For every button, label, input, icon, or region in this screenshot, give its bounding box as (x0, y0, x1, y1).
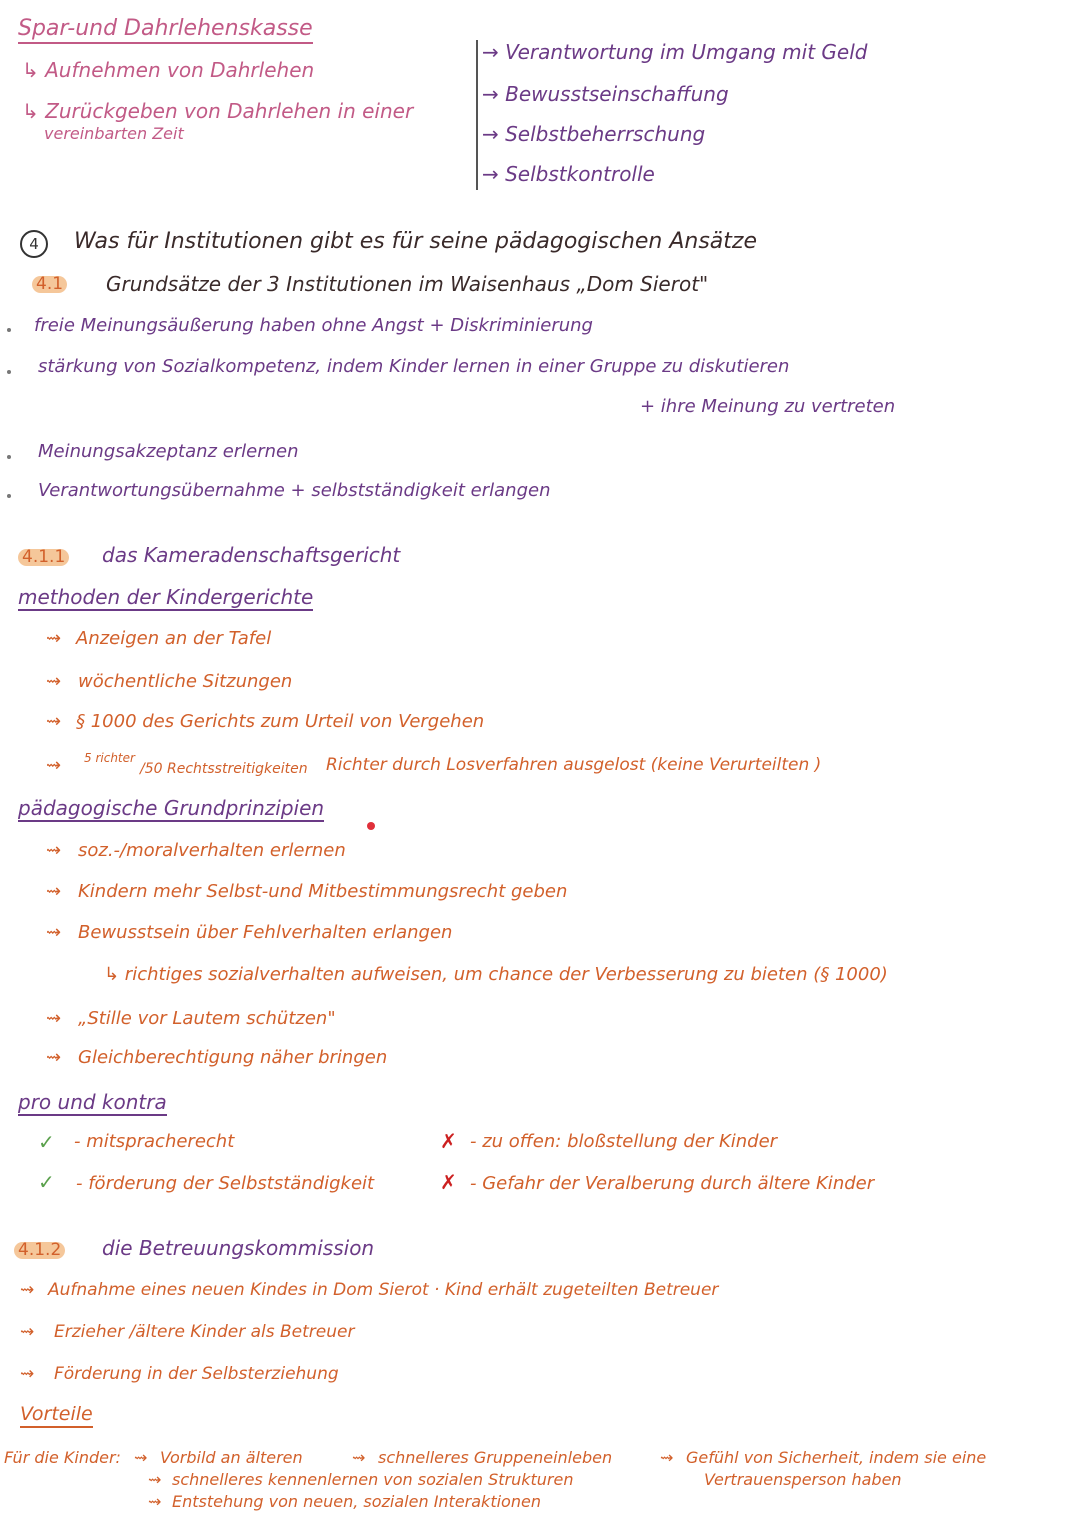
principle-arrow: ⇝ (46, 1047, 62, 1068)
vorteil-arrow: ⇝ (148, 1470, 162, 1489)
title-spar-dahrlehenskasse: Spar-und Dahrlehenskasse (18, 18, 313, 44)
section411-number: 4.1.1 (18, 549, 69, 566)
divider-line (476, 40, 478, 190)
contra-cross-icon: ✗ (440, 1170, 457, 1194)
grundsatz-sozialkompetenz: stärkung von Sozialkompetenz, indem Kinder lernen in einer Gruppe zu diskutieren (38, 356, 790, 377)
vorteile-title: Vorteile (20, 1405, 93, 1428)
right-item-bewusstsein: → Bewusstseinschaffung (482, 82, 729, 106)
method-anzeigen: Anzeigen an der Tafel (76, 628, 272, 649)
section41-title: Grundsätze der 3 Institutionen im Waisenhaus „Dom Sierot" (106, 272, 709, 296)
bullet-dot (7, 328, 11, 332)
principle-arrow: ⇝ (46, 1008, 62, 1029)
top-item-zurueckgeben-cont: vereinbarten Zeit (44, 124, 184, 143)
principle-stille: „Stille vor Lautem schützen" (78, 1008, 336, 1029)
principle-sub: ↳ richtiges sozialverhalten aufweisen, um chance der Verbesserung zu bieten (§ 1000) (104, 964, 888, 985)
judges-los: Richter durch Losverfahren ausgelost (keine Verurteilten ) (326, 755, 822, 775)
vorteil-strukturen: schnelleres kennenlernen von sozialen Strukturen (172, 1470, 574, 1489)
item-arrow: ⇝ (20, 1322, 35, 1342)
vorteil-vorbild: Vorbild an älteren (160, 1448, 303, 1467)
principles-title: pädagogische Grundprinzipien (18, 796, 325, 820)
section411-title: das Kameradenschaftsgericht (102, 543, 401, 567)
vorteil-vertrauensperson: Vertrauensperson haben (704, 1470, 902, 1489)
pro-check-icon: ✓ (38, 1130, 55, 1154)
right-item-selbstkontrolle: → Selbstkontrolle (482, 162, 655, 186)
method-arrow: ⇝ (46, 711, 62, 732)
vorteil-arrow: ⇝ (660, 1448, 674, 1467)
methods-title: methoden der Kindergerichte (18, 585, 314, 609)
right-item-verantwortung: → Verantwortung im Umgang mit Geld (482, 40, 868, 64)
vorteil-arrow: ⇝ (134, 1448, 148, 1467)
section41-number: 4.1 (32, 276, 67, 293)
fuer-kinder-label: Für die Kinder: (4, 1448, 121, 1467)
principle-sozial: soz.-/moralverhalten erlernen (78, 840, 346, 861)
grundsatz-meinungsakzeptanz: Meinungsakzeptanz erlernen (38, 441, 299, 462)
contra-cross-icon: ✗ (440, 1129, 457, 1153)
vorteil-arrow: ⇝ (148, 1492, 162, 1511)
vorteil-interaktionen: Entstehung von neuen, sozialen Interaktionen (172, 1492, 541, 1511)
principle-bewusstsein: Bewusstsein über Fehlverhalten erlangen (78, 922, 453, 943)
bullet-dot (7, 370, 11, 374)
item-aufnahme: Aufnahme eines neuen Kindes in Dom Sierot · Kind erhält zugeteilten Betreuer (48, 1280, 719, 1300)
grundsatz-verantwortung: Verantwortungsübernahme + selbstständigkeit erlangen (38, 480, 551, 501)
grundsatz-meinungsaeusserung: freie Meinungsäußerung haben ohne Angst + Diskriminierung (34, 315, 593, 336)
bullet-dot (7, 455, 11, 459)
item-arrow: ⇝ (20, 1364, 35, 1384)
principle-mitbestimmung: Kindern mehr Selbst-und Mitbestimmungsrecht geben (78, 881, 568, 902)
method-arrow: ⇝ (46, 671, 62, 692)
section-number-circle: 4 (20, 230, 48, 258)
vorteil-gruppeneinleben: schnelleres Gruppeneinleben (378, 1448, 613, 1467)
item-arrow: ⇝ (20, 1280, 35, 1300)
item-erzieher: Erzieher /ältere Kinder als Betreuer (54, 1322, 355, 1342)
contra-veralberung: - Gefahr der Veralberung durch ältere Kinder (470, 1173, 875, 1194)
top-item-aufnehmen: ↳ Aufnehmen von Dahrlehen (22, 58, 315, 82)
bullet-dot (7, 494, 11, 498)
vorteil-arrow: ⇝ (352, 1448, 366, 1467)
pro-contra-title: pro und kontra (18, 1090, 167, 1114)
red-dot (367, 822, 375, 830)
right-item-selbstbeherrschung: → Selbstbeherrschung (482, 122, 706, 146)
principle-arrow: ⇝ (46, 840, 62, 861)
judges-cases: /50 Rechtsstreitigkeiten (140, 761, 308, 777)
section412-title: die Betreuungskommission (102, 1236, 375, 1260)
method-arrow: ⇝ (46, 628, 62, 649)
principle-arrow: ⇝ (46, 922, 62, 943)
principle-arrow: ⇝ (46, 881, 62, 902)
vorteil-sicherheit: Gefühl von Sicherheit, indem sie eine (686, 1448, 987, 1467)
method-paragraph: § 1000 des Gerichts zum Urteil von Vergehen (76, 711, 485, 732)
section412-number: 4.1.2 (14, 1242, 65, 1259)
contra-blossstellung: - zu offen: bloßstellung der Kinder (470, 1131, 778, 1152)
item-selbsterziehung: Förderung in der Selbsterziehung (54, 1364, 339, 1384)
pro-selbststaendigkeit: - förderung der Selbstständigkeit (76, 1173, 375, 1194)
top-item-zurueckgeben: ↳ Zurückgeben von Dahrlehen in einer (22, 99, 414, 123)
principle-gleichberechtigung: Gleichberechtigung näher bringen (78, 1047, 388, 1068)
section4-heading: Was für Institutionen gibt es für seine pädagogischen Ansätze (74, 229, 757, 254)
pro-mitsprache: - mitspracherecht (74, 1131, 235, 1152)
grundsatz-sozialkompetenz-cont: + ihre Meinung zu vertreten (640, 396, 896, 417)
method-sitzungen: wöchentliche Sitzungen (78, 671, 293, 692)
pro-check-icon: ✓ (38, 1170, 55, 1194)
judges-count: 5 richter (84, 751, 135, 765)
method-arrow: ⇝ (46, 755, 62, 776)
